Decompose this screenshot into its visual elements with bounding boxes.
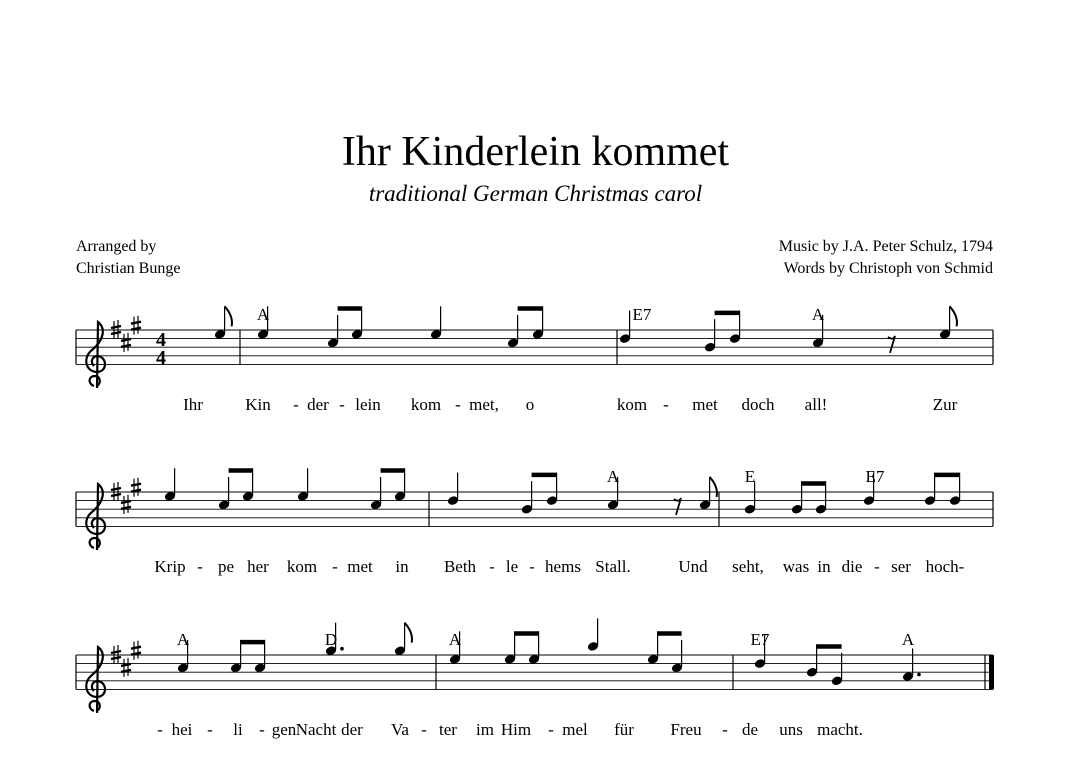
note	[744, 481, 757, 515]
chord-symbol: A	[606, 467, 620, 486]
lyric-syllable: der	[307, 395, 329, 414]
composer-line-2: Words by Christoph von Schmid	[783, 260, 993, 277]
note	[214, 306, 232, 340]
beam	[532, 473, 557, 478]
note	[394, 623, 412, 657]
lyric-syllable: Him	[500, 720, 532, 739]
sharp-sign	[111, 645, 121, 664]
lyric-syllable: seht,	[732, 557, 764, 576]
lyric-hyphen: -	[489, 557, 495, 576]
note	[815, 481, 828, 515]
staff-system	[76, 618, 994, 739]
lyric-syllable: der	[341, 720, 363, 739]
lyric-hyphen: -	[421, 720, 427, 739]
lyric-syllable: met	[347, 557, 373, 576]
lyric-syllable: in	[395, 557, 409, 576]
lyric-syllable: lein	[355, 395, 381, 414]
lyric-syllable: ter	[439, 720, 457, 739]
chord-symbol: E7	[865, 467, 885, 486]
lyric-syllable: hei	[171, 720, 193, 739]
chord-symbol: D	[324, 630, 338, 649]
lyric-hyphen: -	[207, 720, 213, 739]
note	[528, 631, 541, 665]
beam	[518, 306, 543, 311]
note	[831, 653, 844, 687]
staff-system	[76, 305, 993, 414]
lyric-hyphen: -	[548, 720, 554, 739]
sharp-sign	[131, 316, 141, 335]
treble-clef-icon	[86, 484, 105, 550]
note	[327, 315, 340, 349]
beam	[658, 631, 682, 636]
lyric-hyphen: -	[529, 557, 535, 576]
lyric-syllable: pe	[217, 557, 235, 576]
lyric-syllable: kom	[410, 395, 442, 414]
note	[902, 649, 921, 683]
beam	[935, 473, 960, 478]
chord-symbol: E7	[750, 630, 770, 649]
lyric-syllable: Krip	[154, 557, 186, 576]
treble-clef-icon	[86, 647, 105, 713]
note	[704, 319, 717, 353]
staff-system	[76, 467, 993, 576]
lyric-hyphen: -	[259, 720, 265, 739]
lyric-syllable: Va	[391, 720, 409, 739]
eighth-rest	[888, 336, 895, 353]
note	[806, 644, 819, 678]
lyric-syllable: die	[841, 557, 863, 576]
lyric-syllable: ser	[891, 557, 911, 576]
lyric-syllable: de	[741, 720, 759, 739]
sharp-sign	[111, 482, 121, 501]
treble-clef-icon	[86, 322, 105, 388]
lyric-hyphen: -	[293, 395, 299, 414]
note	[230, 640, 243, 674]
lyric-hyphen: -	[722, 720, 728, 739]
lyric-syllable: im	[476, 720, 494, 739]
note	[164, 468, 177, 502]
composer-line-1: Music by J.A. Peter Schulz, 1794	[778, 238, 993, 255]
sharp-sign	[121, 495, 131, 514]
lyric-hyphen: -	[332, 557, 338, 576]
lyric-syllable: her	[247, 557, 269, 576]
note	[587, 618, 600, 652]
note	[939, 306, 957, 340]
song-subtitle: traditional German Christmas carol	[368, 181, 703, 206]
note	[924, 473, 937, 507]
beam	[241, 640, 265, 645]
arranger-line-2: Christian Bunge	[76, 260, 181, 277]
lyric-syllable: kom	[286, 557, 318, 576]
lyric-syllable: doch	[741, 395, 775, 414]
lyric-hyphen: -	[339, 395, 345, 414]
final-barline-thick	[989, 655, 994, 689]
note	[504, 631, 517, 665]
note	[447, 473, 460, 507]
sharp-sign	[121, 333, 131, 352]
chord-symbol: A	[256, 305, 270, 324]
lyric-hyphen: -	[663, 395, 669, 414]
note	[532, 306, 545, 340]
time-signature-denominator: 4	[156, 347, 166, 369]
note	[619, 311, 632, 345]
lyric-syllable: für	[614, 720, 634, 739]
note	[370, 477, 383, 511]
note	[791, 481, 804, 515]
chord-symbol: E7	[632, 305, 652, 324]
lyric-syllable: all!	[804, 395, 828, 414]
lyric-syllable: uns	[779, 720, 803, 739]
sharp-sign	[131, 641, 141, 660]
lyric-syllable: gen	[271, 720, 297, 739]
beam	[715, 311, 740, 316]
lyric-syllable: Zur	[932, 395, 958, 414]
beam	[381, 468, 405, 473]
lyric-hyphen: -	[874, 557, 880, 576]
note	[242, 468, 255, 502]
lyric-syllable: in	[817, 557, 831, 576]
note	[351, 306, 364, 340]
sharp-sign	[131, 478, 141, 497]
chord-symbol: A	[901, 630, 915, 649]
lyric-syllable: o	[525, 395, 535, 414]
time-signature-numerator: 4	[156, 329, 166, 351]
lyric-hyphen: -	[197, 557, 203, 576]
note	[699, 477, 717, 511]
note	[394, 468, 407, 502]
lyric-syllable: Beth	[443, 557, 477, 576]
sharp-sign	[121, 658, 131, 677]
beam	[802, 481, 826, 486]
lyric-syllable: Und	[678, 557, 708, 576]
lyric-hyphen: -	[157, 720, 163, 739]
chord-symbol: A	[448, 630, 462, 649]
beam	[338, 306, 362, 311]
lyric-syllable: met,	[469, 395, 499, 414]
lyric-syllable: li	[233, 720, 243, 739]
lyric-syllable: Ihr	[183, 395, 203, 414]
sharp-sign	[111, 320, 121, 339]
note	[647, 631, 660, 665]
lyric-syllable: hoch-	[925, 557, 965, 576]
note	[671, 640, 684, 674]
note	[297, 468, 310, 502]
note	[949, 473, 962, 507]
arranger-line-1: Arranged by	[76, 238, 157, 255]
song-title: Ihr Kinderlein kommet	[341, 129, 730, 175]
lyric-syllable: hems	[545, 557, 581, 576]
note	[521, 481, 534, 515]
chord-symbol: E	[744, 467, 756, 486]
beam	[515, 631, 539, 636]
note	[218, 477, 231, 511]
lyric-syllable: Stall.	[595, 557, 631, 576]
eighth-rest	[674, 498, 681, 515]
note	[729, 311, 742, 345]
note	[254, 640, 267, 674]
beam	[229, 468, 253, 473]
beam	[817, 644, 842, 649]
lyric-syllable: met	[692, 395, 718, 414]
chord-symbol: A	[176, 630, 190, 649]
chord-symbol: A	[811, 305, 825, 324]
lyric-syllable: kom	[616, 395, 648, 414]
note	[430, 306, 443, 340]
lyric-syllable: was	[782, 557, 810, 576]
lyric-syllable: Kin	[245, 395, 271, 414]
lyric-hyphen: -	[455, 395, 461, 414]
lyric-syllable: macht.	[817, 720, 863, 739]
lyric-syllable: le	[505, 557, 519, 576]
note	[546, 473, 559, 507]
lyric-syllable: mel	[562, 720, 588, 739]
note	[507, 315, 520, 349]
lyric-syllable: Nacht	[295, 720, 337, 739]
lyric-syllable: Freu	[670, 720, 702, 739]
